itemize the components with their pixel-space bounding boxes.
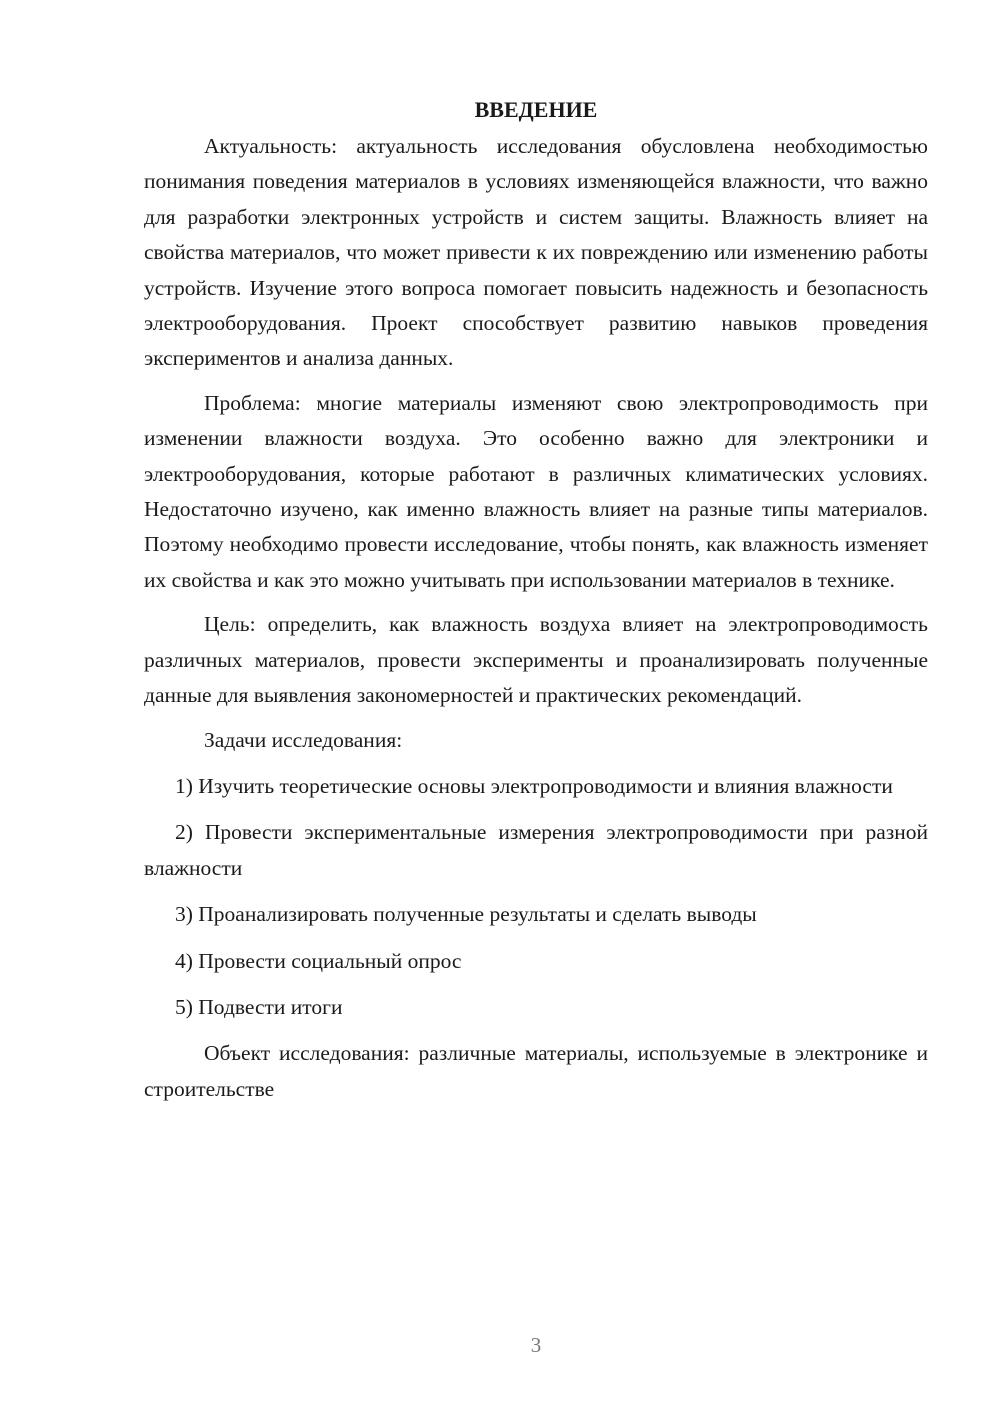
goal-paragraph: Цель: определить, как влажность воздуха влияет на электропроводимость различных материалов, провести эксперименты и проанализировать полученные данные для выявления закономерностей и практических рекомендаций. bbox=[144, 612, 928, 708]
page-number: 3 bbox=[530, 1333, 542, 1357]
task-item-1: 1) Изучить теоретические основы электропроводимости и влияния влажности bbox=[175, 773, 893, 798]
task-item-4: 4) Провести социальный опрос bbox=[175, 948, 462, 973]
problem-paragraph: Проблема: многие материалы изменяют свою электропроводимость при изменении влажности воздуха. Это особенно важно для электроники и электрооборудования, которые работают в различных климатических условиях. Недостаточно изучено, как именно влажность влияет на разные типы материалов. Поэтому необходимо провести исследование, чтобы понять, как влажность изменяет их свойства и как это можно учитывать при использовании материалов в технике. bbox=[144, 390, 928, 592]
task-item-2: 2) Провести экспериментальные измерения электропроводимости при разной влажности bbox=[144, 820, 928, 880]
document-page bbox=[144, 92, 928, 1107]
task-item-3: 3) Проанализировать полученные результаты и сделать выводы bbox=[175, 902, 757, 927]
task-item-5: 5) Подвести итоги bbox=[175, 994, 343, 1019]
object-paragraph: Объект исследования: различные материалы, используемые в электронике и строительстве bbox=[144, 1041, 928, 1101]
relevance-paragraph: Актуальность: актуальность исследования обусловлена необходимостью понимания поведения материалов в условиях изменяющейся влажности, что важно для разработки электронных устройств и систем защиты. Влажность влияет на свойства материалов, что может привести к их повреждению или изменению работы устройств. Изучение этого вопроса помогает повысить надежность и безопасность электрооборудования. Проект способствует развитию навыков проведения экспериментов и анализа данных. bbox=[144, 134, 928, 371]
section-title: ВВЕДЕНИЕ bbox=[474, 97, 598, 122]
tasks-heading: Задачи исследования: bbox=[204, 727, 403, 752]
